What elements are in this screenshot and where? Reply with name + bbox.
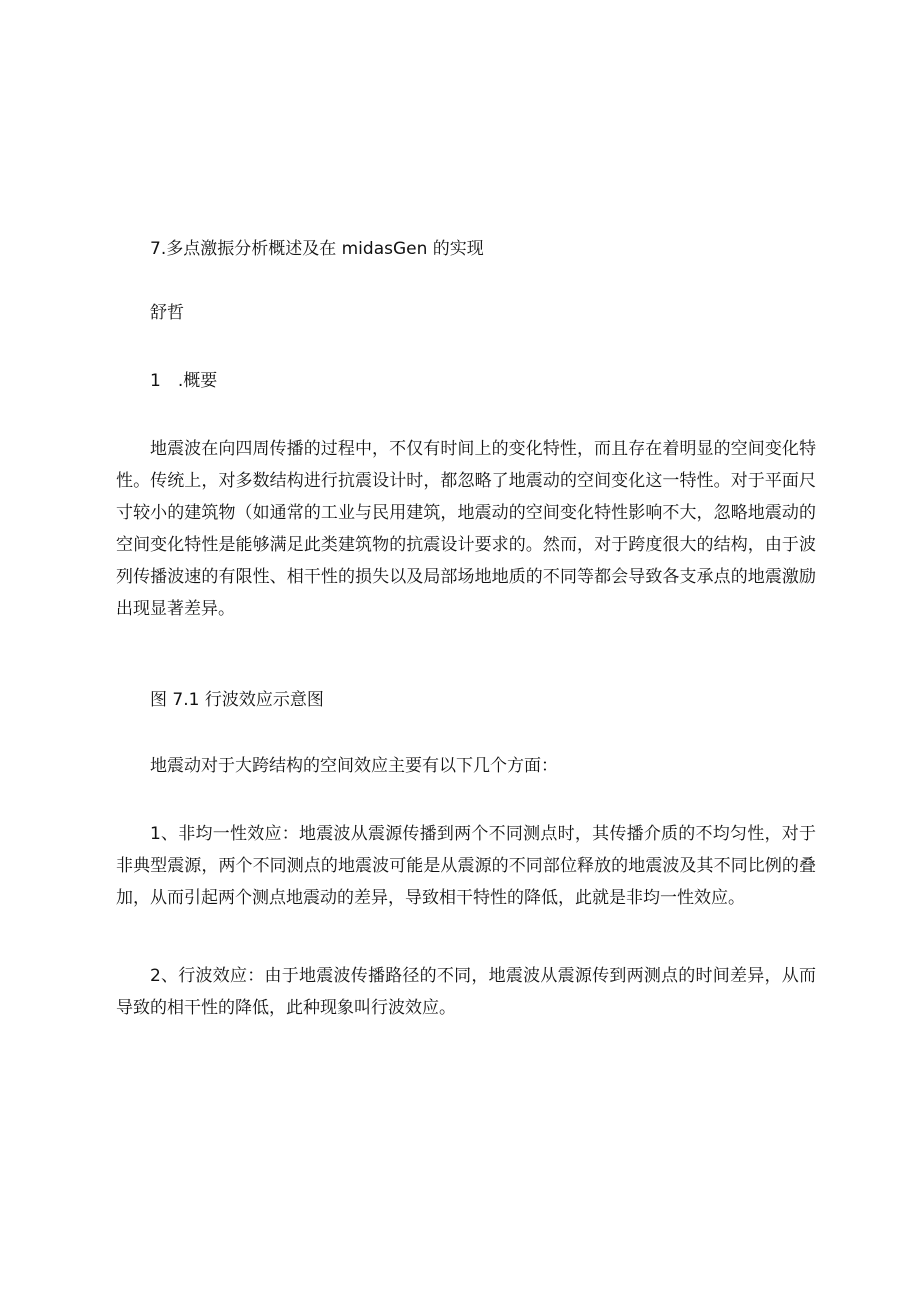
paragraph-overview: 地震波在向四周传播的过程中，不仅有时间上的变化特性，而且存在着明显的空间变化特性。传统上，对多数结构进行抗震设计时，都忽略了地震动的空间变化这一特性。对于平面尺寸较小的建筑物（如通常的工业与民用建筑，地震动的空间变化特性影响不大，忽略地震动的空间变化特性是能够满足此类建筑物的抗震设计要求的。然而，对于跨度很大的结构，由于波列传播波速的有限性、相干性的损失以及局部场地地质的不同等都会导致各支承点的地震激励出现显著差异。 — [116, 439, 816, 619]
list-item-travelling-wave: 2、行波效应：由于地震波传播路径的不同，地震波从震源传到两测点的时间差异，从而导致的相干性的降低，此种现象叫行波效应。 — [116, 966, 816, 1018]
list-item-nonuniformity: 1、非均一性效应：地震波从震源传播到两个不同测点时，其传播介质的不均匀性，对于非典型震源，两个不同测点的地震波可能是从震源的不同部位释放的地震波及其不同比例的叠加，从而引起两个测点地震动的差异，导致相干特性的降低，此就是非均一性效应。 — [116, 824, 816, 908]
intro-sentence: 地震动对于大跨结构的空间效应主要有以下几个方面： — [150, 756, 558, 776]
author-name: 舒哲 — [150, 303, 184, 323]
section-heading: 1 .概要 — [150, 371, 218, 391]
document-title: 7.多点激振分析概述及在 midasGen 的实现 — [150, 239, 484, 259]
figure-caption: 图 7.1 行波效应示意图 — [150, 690, 324, 710]
